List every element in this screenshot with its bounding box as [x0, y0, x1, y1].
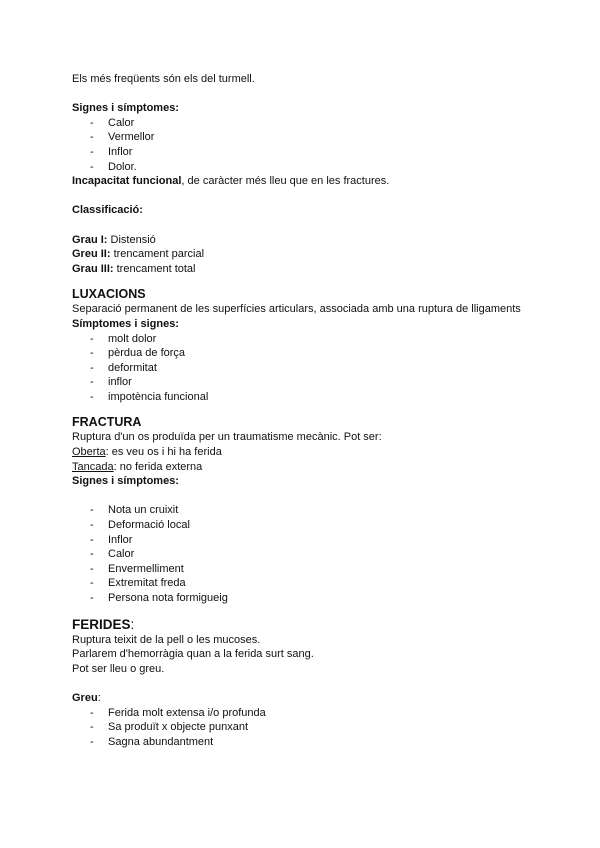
- fractura-signs-list: [72, 503, 562, 605]
- list-item: - pèrdua de força: [90, 347, 186, 360]
- esguinc-signs-list: [72, 116, 562, 174]
- grade-line: Grau I: Distensió: [72, 233, 156, 246]
- luxacions-signs-title: Símptomes i signes:: [72, 317, 179, 330]
- classificacio-title: Classificació:: [72, 204, 143, 217]
- ferides-line: Parlarem d'hemorràgia quan a la ferida surt sang.: [72, 648, 314, 661]
- luxacions-description: Separació permanent de les superfícies articulars, associada amb una ruptura de lligaments: [72, 303, 521, 316]
- fractura-signs-title: Signes i símptomes:: [72, 475, 179, 488]
- incapacitat-line: Incapacitat funcional, de caràcter més lleu que en les fractures.: [72, 175, 390, 188]
- grade-line: Greu II: trencament parcial: [72, 248, 205, 261]
- ferides-line: Ruptura teixit de la pell o les mucoses.: [72, 633, 261, 646]
- list-item: - impotència funcional: [90, 390, 209, 403]
- list-item: - Sa produït x objecte punxant: [90, 721, 249, 734]
- list-item: - molt dolor: [90, 332, 157, 345]
- list-item: - Persona nota formigueig: [90, 592, 228, 604]
- luxacions-heading: LUXACIONS: [72, 287, 146, 302]
- ferides-line: Pot ser lleu o greu.: [72, 662, 165, 675]
- list-item: - Calor: [90, 116, 135, 129]
- list-item: - Inflor: [90, 533, 133, 546]
- list-item: - Sagna abundantment: [90, 735, 214, 748]
- fractura-heading: FRACTURA: [72, 415, 142, 430]
- ferides-heading: FERIDES:: [72, 616, 135, 632]
- luxacions-signs-list: [72, 332, 562, 405]
- esguinc-signs-title: Signes i símptomes:: [72, 102, 179, 115]
- list-item: - Vermellor: [90, 131, 155, 144]
- oberta-line: Oberta: es veu os i hi ha ferida: [72, 446, 222, 459]
- list-item: - Nota un cruixit: [90, 504, 179, 517]
- list-item: - Ferida molt extensa i/o profunda: [90, 706, 266, 719]
- greu-list: [72, 706, 562, 750]
- list-item: - Inflor: [90, 145, 133, 158]
- list-item: - deformitat: [90, 361, 157, 374]
- greu-title: Greu:: [72, 691, 101, 704]
- list-item: - Envermelliment: [90, 562, 184, 575]
- list-item: - Dolor.: [90, 160, 137, 173]
- intro-line: Els més freqüents són els del turmell.: [72, 73, 255, 85]
- list-item: - Calor: [90, 548, 135, 561]
- tancada-line: Tancada: no ferida externa: [72, 460, 203, 473]
- grade-line: Grau III: trencament total: [72, 262, 196, 275]
- list-item: - Extremitat freda: [90, 577, 186, 590]
- list-item: - Deformació local: [90, 519, 190, 532]
- fractura-description: Ruptura d'un os produïda per un traumatisme mecànic. Pot ser:: [72, 431, 382, 444]
- document-page: [72, 72, 562, 749]
- list-item: - inflor: [90, 376, 132, 389]
